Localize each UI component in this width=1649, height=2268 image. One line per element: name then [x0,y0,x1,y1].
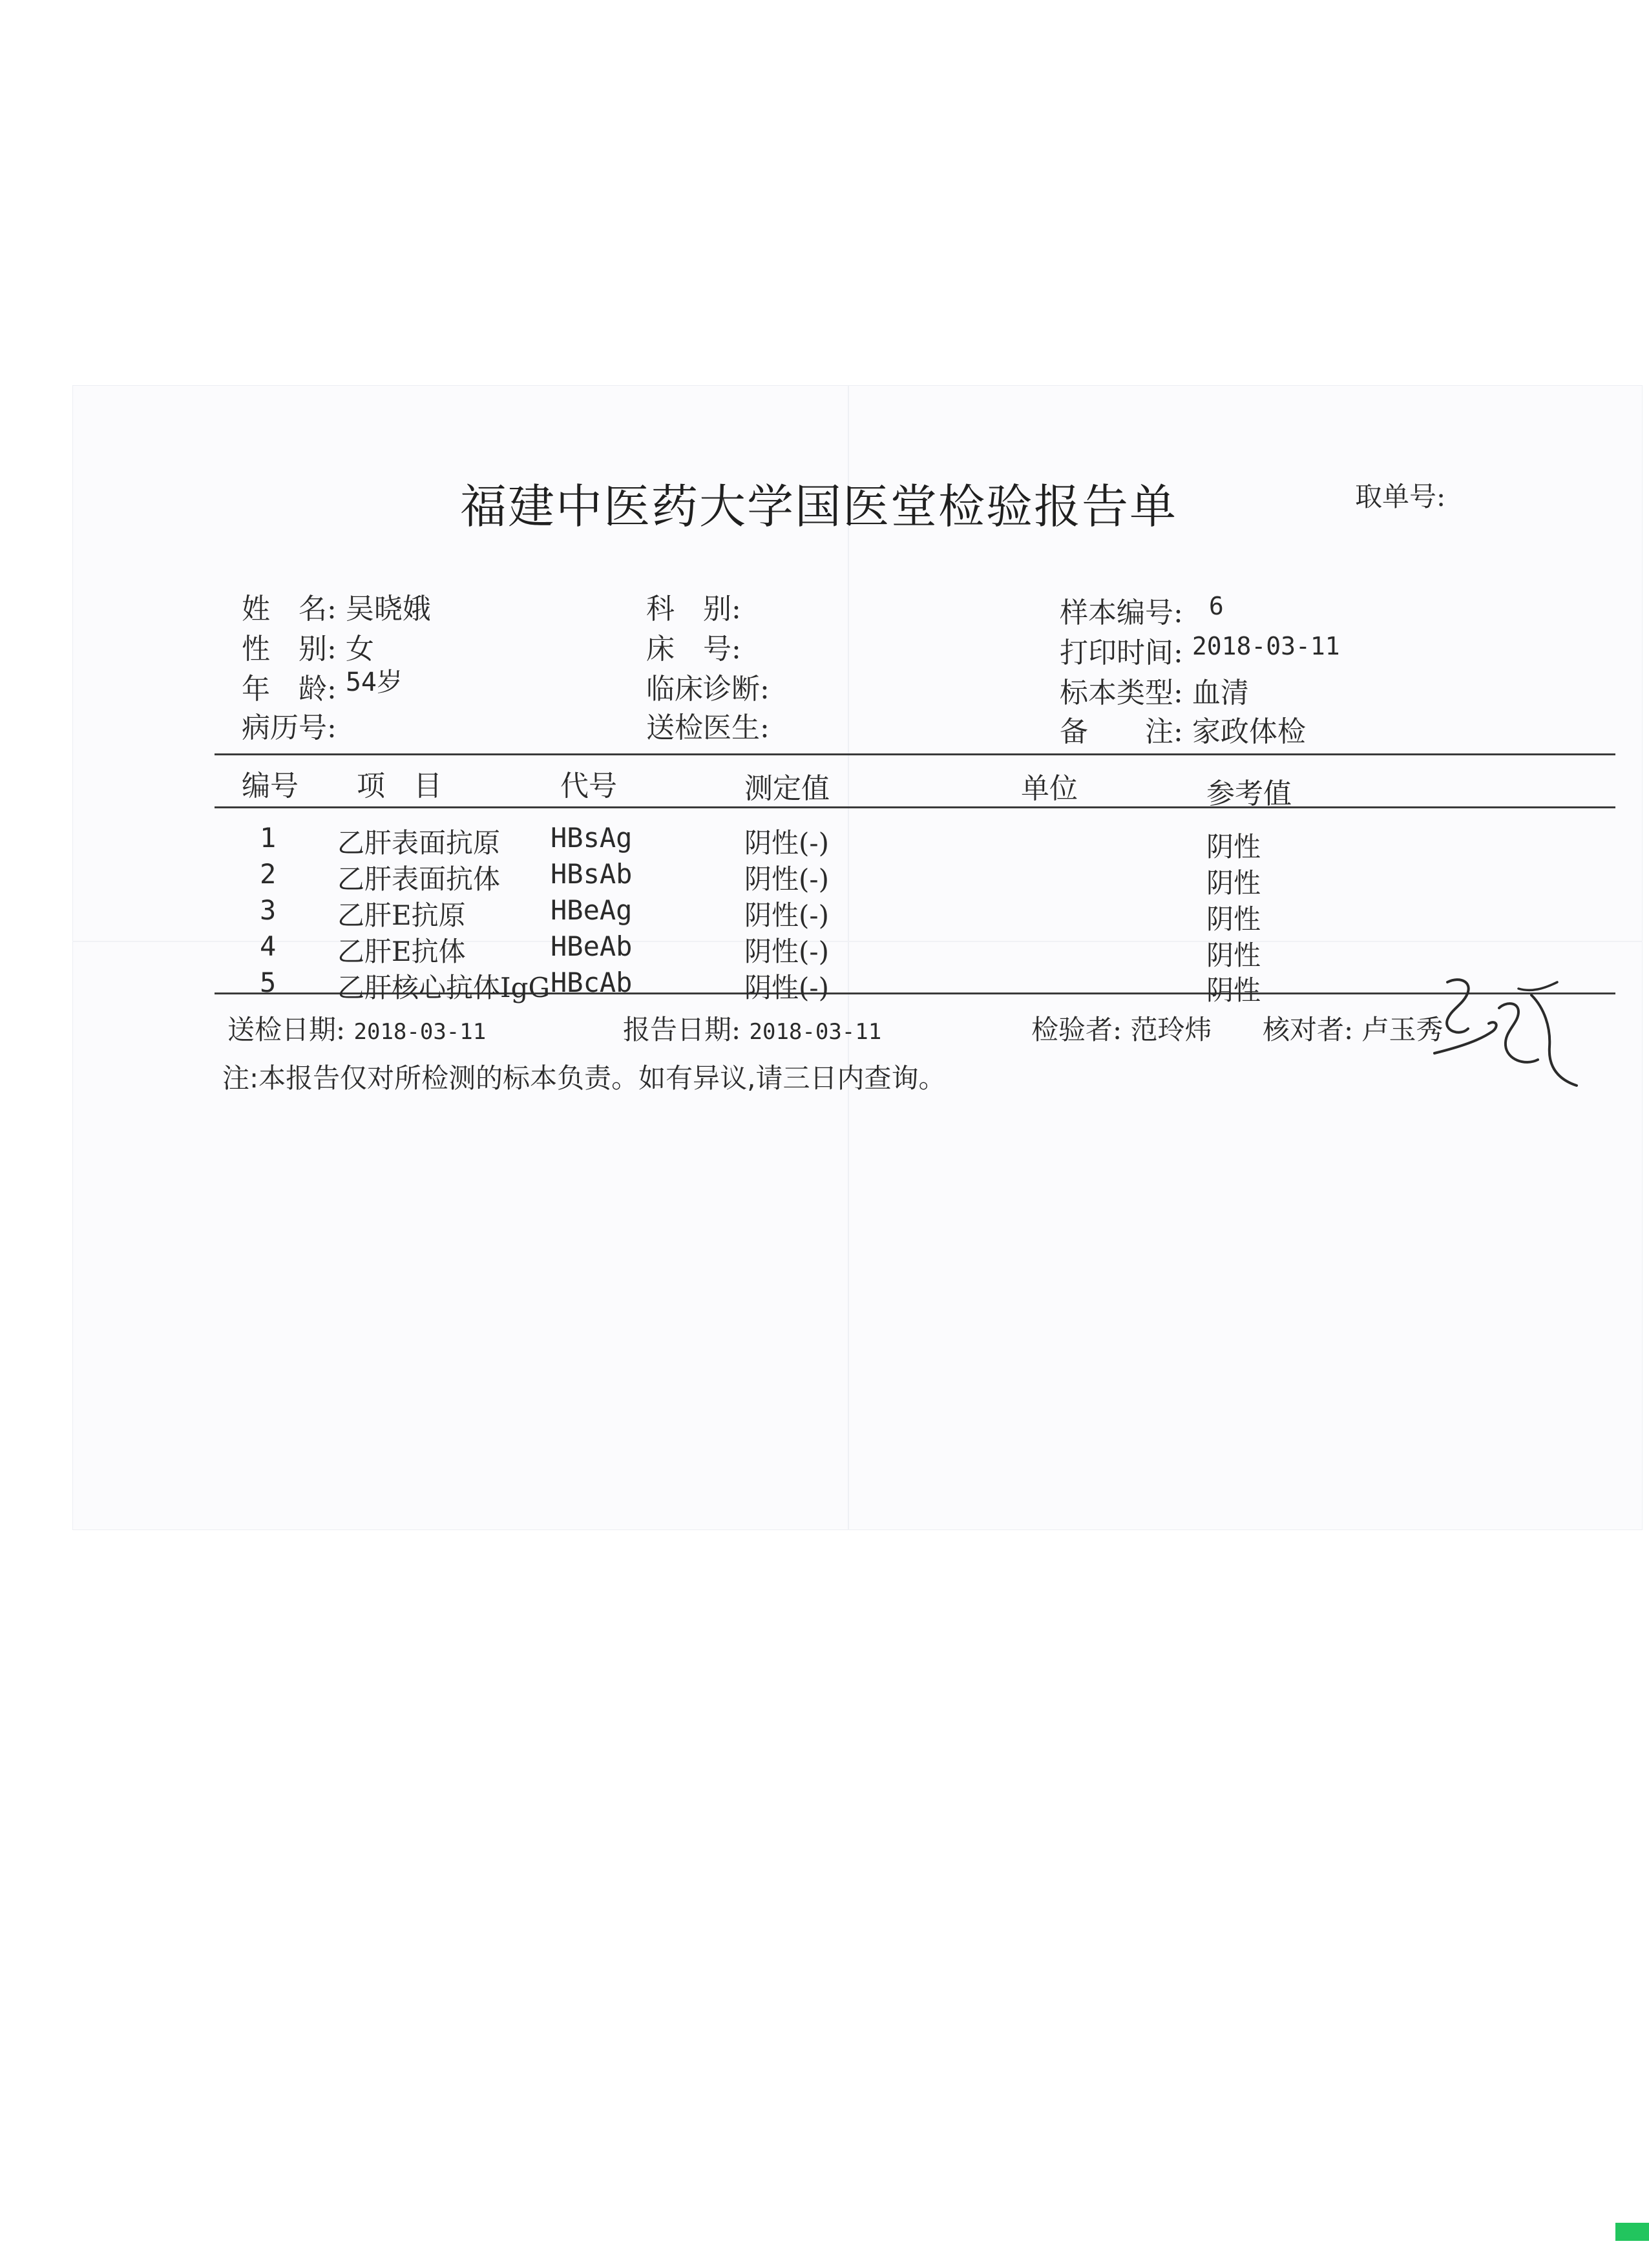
field-name [242,585,431,627]
field-sex-label: 性 别: [242,633,337,666]
cell-no: 2 [260,858,277,890]
field-diagnosis [646,666,770,707]
cell-reference: 阴性 [1206,940,1261,971]
table-header-rule [215,806,1615,808]
field-print-time [1060,629,1340,671]
disclaimer-note: 注:本报告仅对所检测的标本负责。如有异议,请三日内查询。 [222,1062,946,1094]
field-sample-type-value: 血清 [1192,677,1249,709]
cell-result: 阴性(-) [744,972,829,1003]
field-sex-value: 女 [345,633,374,666]
cell-reference: 阴性 [1206,903,1261,935]
column-header-item: 项 目 [357,770,442,803]
field-sample-type [1060,669,1249,711]
cell-code: HBeAb [551,930,633,962]
field-sex [242,625,374,667]
table-top-rule [215,753,1615,755]
cell-no: 4 [260,930,277,962]
cell-no: 1 [260,822,277,854]
table-row [72,894,1643,935]
report-sheet [72,385,1643,1530]
report-date-label: 报告日期: [623,1014,741,1045]
cell-reference: 阴性 [1206,974,1261,1006]
cell-item: 乙肝E抗原 [337,899,466,931]
cell-result: 阴性(-) [744,863,829,895]
table-row [72,858,1643,899]
field-remark [1060,708,1306,750]
column-header-unit: 单位 [1021,772,1078,805]
cell-code: HBeAg [551,894,633,926]
cell-item: 乙肝E抗体 [337,936,466,967]
field-sample-no-value: 6 [1208,592,1224,620]
report-date [623,1009,881,1047]
checker [1263,1009,1444,1047]
cell-result: 阴性(-) [744,827,829,859]
field-print-time-label: 打印时间: [1060,636,1183,669]
cell-item: 乙肝表面抗体 [337,863,501,895]
column-header-code: 代号 [560,770,617,803]
table-row [72,822,1643,863]
send-date [227,1009,486,1047]
field-record-no-label: 病历号: [242,711,337,744]
field-sample-type-label: 标本类型: [1060,677,1183,709]
field-bed [646,625,741,667]
cell-no: 5 [260,967,277,998]
field-sample-no [1060,589,1224,631]
cell-code: HBcAb [551,967,633,998]
field-age [242,666,403,707]
cell-item: 乙肝表面抗原 [337,827,501,859]
field-print-time-value: 2018-03-11 [1192,632,1340,660]
field-doctor-label: 送检医生: [646,711,770,744]
field-doctor [646,704,770,746]
field-remark-value: 家政体检 [1192,715,1306,748]
report-title: 福建中医药大学国医堂检验报告单 [460,479,1178,534]
report-date-value: 2018-03-11 [749,1019,882,1045]
cell-reference: 阴性 [1206,831,1261,863]
field-name-value: 吴晓娥 [345,593,431,625]
cell-result: 阴性(-) [744,899,829,931]
tester-label: 检验者: [1031,1014,1122,1045]
column-header-no: 编号 [242,770,299,803]
field-dept-label: 科 别: [646,593,741,625]
column-header-reference: 参考值 [1206,777,1292,810]
send-date-label: 送检日期: [227,1014,346,1045]
cell-code: HBsAg [551,822,633,854]
tester [1031,1009,1212,1047]
cell-item: 乙肝核心抗体IgG [337,972,551,1003]
send-date-value: 2018-03-11 [353,1019,487,1045]
cell-no: 3 [260,894,277,926]
cell-code: HBsAb [551,858,633,890]
field-age-label: 年 龄: [242,673,337,706]
field-record-no [242,704,337,746]
table-row [72,951,1643,1006]
column-header-result: 测定值 [744,772,830,805]
pickup-number-label: 取单号: [1355,481,1446,512]
checker-label: 核对者: [1263,1014,1354,1045]
field-sample-no-label: 样本编号: [1060,596,1183,629]
tester-value: 范玲炜 [1130,1014,1212,1045]
handwritten-signature [1422,969,1590,1105]
field-dept [646,585,741,627]
corner-badge [1615,2223,1649,2241]
field-remark-label: 备 注: [1060,715,1183,748]
checker-value: 卢玉秀 [1361,1014,1444,1045]
field-diagnosis-label: 临床诊断: [646,673,770,706]
field-age-value: 54岁 [345,667,403,697]
field-bed-label: 床 号: [646,633,741,666]
cell-reference: 阴性 [1206,867,1261,899]
field-name-label: 姓 名: [242,593,337,625]
cell-result: 阴性(-) [744,936,829,967]
